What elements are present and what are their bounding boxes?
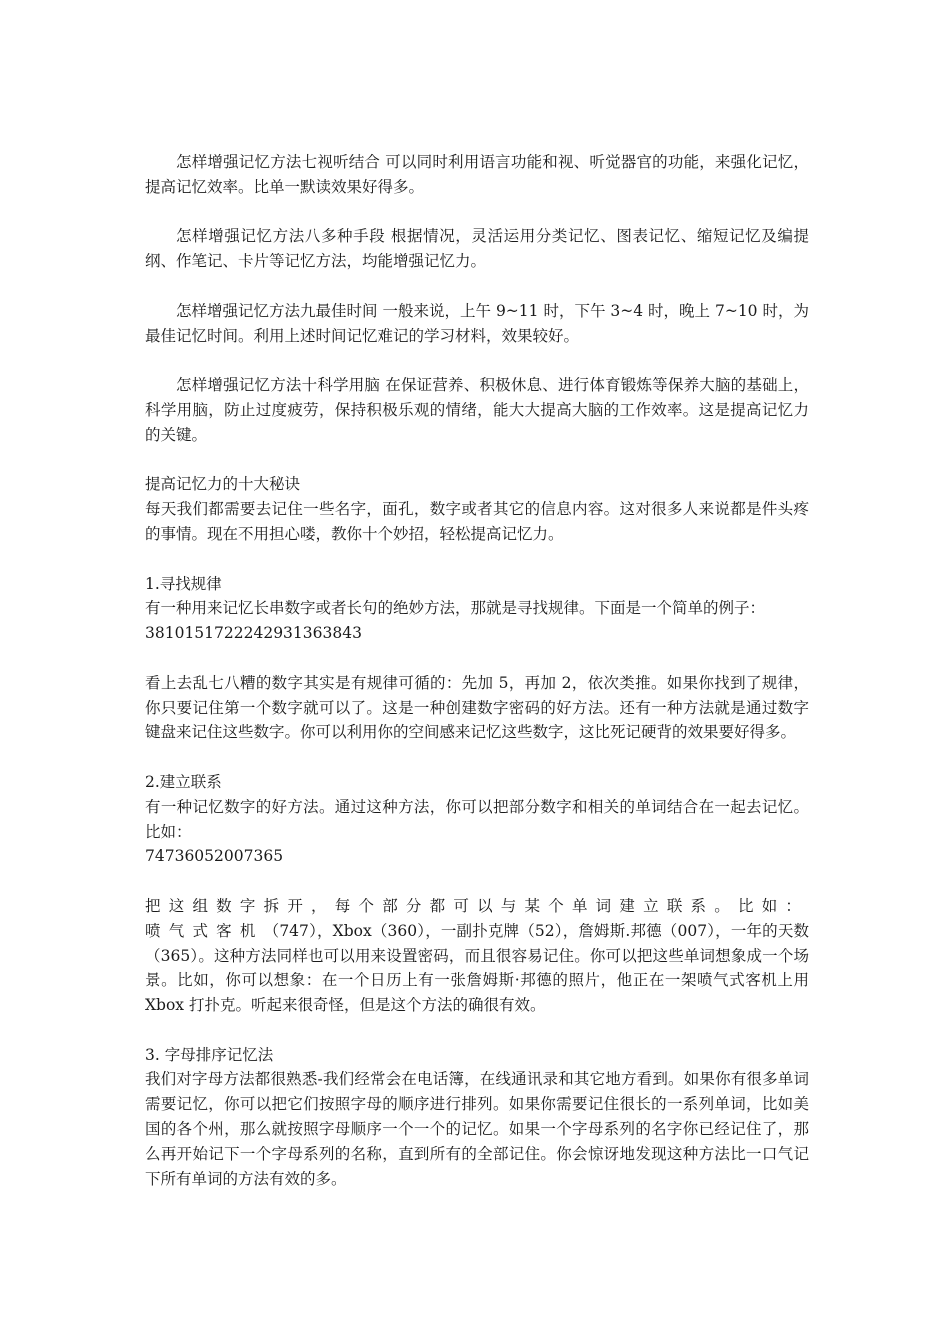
paragraph-method-9: 怎样增强记忆方法九最佳时间 一般来说，上午 9~11 时，下午 3~4 时，晚上 7~10 时，为最佳记忆时间。利用上述时间记忆难记的学习材料，效果较好。 bbox=[145, 301, 809, 345]
section-1-heading: 1.寻找规律 bbox=[145, 574, 222, 593]
section-1-text: 有一种用来记忆长串数字或者长句的绝妙方法，那就是寻找规律。下面是一个简单的例子： bbox=[145, 599, 766, 618]
spacer bbox=[145, 646, 809, 671]
section-2-number: 74736052007365 bbox=[145, 847, 284, 866]
spacer bbox=[145, 200, 809, 225]
section-1-explanation: 看上去乱七八糟的数字其实是有规律可循的：先加 5，再加 2，依次类推。如果你找到了规律，你只要记住第一个数字就可以了。这是一种创建数字密码的好方法。还有一种方法就是通过数字键盘来记住这些数字。你可以利用你的空间感来记忆这些数字，这比死记硬背的效果要好得多。 bbox=[145, 673, 809, 742]
section-1-number: 3810151722242931363843 bbox=[145, 624, 362, 643]
spacer bbox=[145, 448, 809, 473]
paragraph-method-8: 怎样增强记忆方法八多种手段 根据情况，灵活运用分类记忆、图表记忆、缩短记忆及编提纲、作笔记、卡片等记忆方法，均能增强记忆力。 bbox=[145, 227, 809, 271]
spacer bbox=[145, 348, 809, 373]
spacer bbox=[145, 869, 809, 894]
section-3-heading: 3. 字母排序记忆法 bbox=[145, 1045, 274, 1064]
paragraph-method-10: 怎样增强记忆方法十科学用脑 在保证营养、积极休息、进行体育锻炼等保养大脑的基础上，科学用脑，防止过度疲劳，保持积极乐观的情绪，能大大提高大脑的工作效率。这是提高记忆力的关键。 bbox=[145, 376, 809, 444]
paragraph-method-7: 怎样增强记忆方法七视听结合 可以同时利用语言功能和视、听觉器官的功能，来强化记忆，提高记忆效率。比单一默读效果好得多。 bbox=[145, 153, 809, 196]
section-2-text: 有一种记忆数字的好方法。通过这种方法，你可以把部分数字和相关的单词结合在一起去记忆。比如： bbox=[145, 797, 809, 841]
spacer bbox=[145, 1018, 809, 1043]
section-2-explanation-rest: （747），Xbox（360），一副扑克牌（52），詹姆斯.邦德（007），一年的天数（365）。这种方法同样也可以用来设置密码，而且很容易记住。你可以把这些单词想象成一个场景。比如，你可以想象：在一个日历上有一张詹姆斯·邦德的照片，他正在一架喷气式客机上用 Xbox 打扑克。听起来很奇怪，但是这个方法的确很有效。 bbox=[145, 921, 809, 1015]
spacer bbox=[145, 745, 809, 770]
section-2-heading: 2.建立联系 bbox=[145, 772, 222, 791]
section-3-text: 我们对字母方法都很熟悉-我们经常会在电话簿，在线通讯录和其它地方看到。如果你有很多单词需要记忆，你可以把它们按照字母的顺序进行排列。如果你需要记住很长的一系列单词，比如美国的各个州，那么就按照字母顺序一个一个的记忆。如果一个字母系列的名字你已经记住了，那么再开始记下一个字母系列的名称，直到所有的全部记住。你会惊讶地发现这种方法比一口气记下所有单词的方法有效的多。 bbox=[145, 1070, 809, 1188]
section-2-explanation-first-line: 把这组数字拆开，每个部分都可以与某个单词建立联系。比如：喷气式客机 bbox=[145, 896, 809, 940]
section-2-explanation bbox=[145, 894, 809, 1018]
document-body bbox=[145, 150, 809, 1191]
spacer bbox=[145, 547, 809, 572]
spacer bbox=[145, 274, 809, 299]
secrets-intro: 每天我们都需要去记住一些名字，面孔，数字或者其它的信息内容。这对很多人来说都是件头疼的事情。现在不用担心喽，教你十个妙招，轻松提高记忆力。 bbox=[145, 500, 809, 543]
secrets-title: 提高记忆力的十大秘诀 bbox=[145, 475, 301, 494]
